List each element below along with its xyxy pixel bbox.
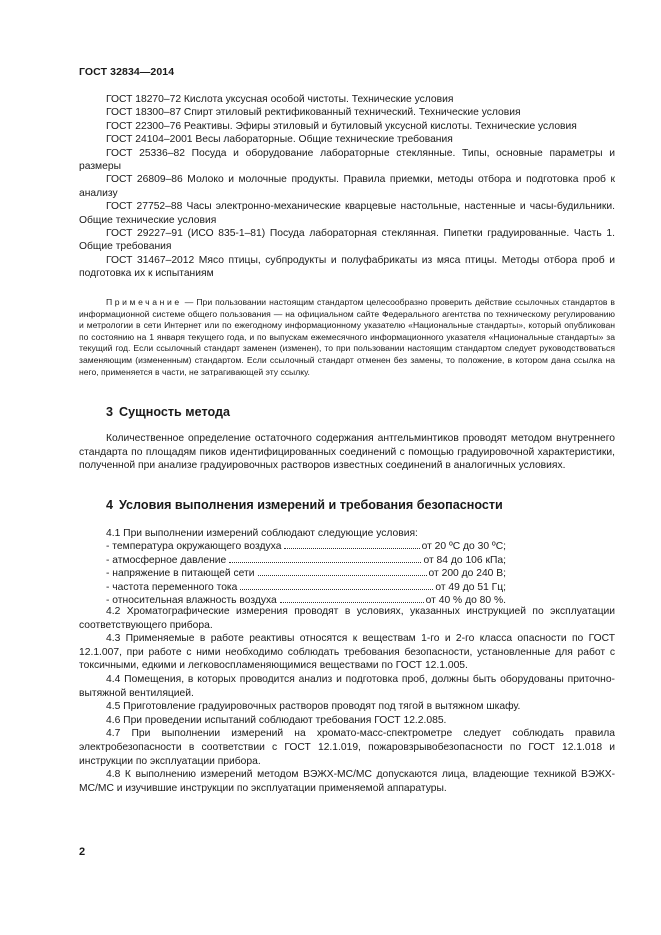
section-4-items bbox=[79, 605, 615, 795]
condition-value: от 40 % до 80 %. bbox=[425, 595, 506, 607]
condition-label: - частота переменного тока bbox=[106, 581, 238, 593]
page-number: 2 bbox=[79, 846, 86, 858]
clause-paragraph: 4.8 К выполнению измерений методом ВЭЖХ-МС/МС допускаются лица, владеющие техникой ВЭЖХ-МС/МС и изучившие инструкции по эксплуатации применяемой аппаратуры. bbox=[79, 769, 615, 794]
conditions-intro: 4.1 При выполнении измерений соблюдают следующие условия: bbox=[106, 528, 418, 539]
condition-row bbox=[106, 581, 506, 594]
reference-item: ГОСТ 18270–72 Кислота уксусная особой чистоты. Технические условия bbox=[106, 94, 454, 105]
reference-item: ГОСТ 26809–86 Молоко и молочные продукты. Правила приемки, методы отбора и подготовка проб к анализу bbox=[79, 174, 615, 199]
note-text: — При пользовании настоящим стандартом целесообразно проверить действие ссылочных стандартов в информационной системе общего пользования — на официальном сайте Федерального агентства по техническому регулированию и метрологии в сети Интернет или по ежегодному информационному указателю «Национальные стандарты», который опубликован по состоянию на 1 января текущего года, и по выпускам ежемесячного информационного указателя «Национальные стандарты» за текущий год. Если ссылочный стандарт заменен (изменен), то при пользовании настоящим стандартом следует руководствоваться заменяющим (измененным) стандартом. Если ссылочный стандарт отменен без замены, то положение, в котором дана ссылка на него, применяется в части, не затрагивающей эту ссылку. bbox=[79, 297, 615, 377]
section-4-heading bbox=[106, 498, 503, 512]
dot-leader bbox=[258, 575, 427, 576]
section-3-title: Сущность метода bbox=[119, 405, 230, 419]
clause-paragraph: 4.7 При выполнении измерений на хромато-масс-спектрометре следует соблюдать правила электробезопасности в соответствии с ГОСТ 12.1.019, пожаровзрывобезопасности по ГОСТ 12.1.018 и инструкции по эксплуатации прибора. bbox=[79, 728, 615, 767]
condition-row bbox=[106, 540, 506, 553]
condition-label: - напряжение в питающей сети bbox=[106, 568, 255, 580]
reference-item: ГОСТ 31467–2012 Мясо птицы, субпродукты и полуфабрикаты из мяса птицы. Методы отбора проб и подготовка их к испытаниям bbox=[79, 254, 615, 280]
section-4-title: Условия выполнения измерений и требования безопасности bbox=[119, 498, 503, 512]
condition-label: - температура окружающего воздуха bbox=[106, 541, 282, 553]
condition-row bbox=[106, 567, 506, 580]
section-3-body bbox=[79, 432, 615, 473]
condition-value: от 84 до 106 кПа; bbox=[423, 554, 506, 566]
note-label: Примечание bbox=[106, 297, 182, 307]
clause-paragraph: 4.4 Помещения, в которых проводится анализ и подготовка проб, должны быть оборудованы приточно-вытяжной вентиляцией. bbox=[79, 673, 615, 699]
references-note bbox=[79, 297, 615, 378]
dot-leader bbox=[284, 548, 419, 549]
condition-label: - атмосферное давление bbox=[106, 554, 227, 566]
condition-value: от 20 ºС до 30 ºС; bbox=[421, 541, 506, 553]
reference-item: ГОСТ 29227–91 (ИСО 835-1–81) Посуда лабораторная стеклянная. Пипетки градуированные. Часть 1. Общие требования bbox=[79, 228, 615, 253]
section-4-number: 4 bbox=[106, 498, 114, 512]
condition-value: от 200 до 240 В; bbox=[428, 568, 506, 580]
section-3-paragraph: Количественное определение остаточного содержания антгельминтиков проводят методом внутреннего стандарта по площадям пиков идентифицированных соединений с помощью градуировочной характеристики, полученной при анализе градуировочных растворов известных соединений в аналогичных условиях. bbox=[79, 433, 615, 472]
clause-paragraph: 4.6 При проведении испытаний соблюдают требования ГОСТ 12.2.085. bbox=[106, 714, 447, 726]
clause-paragraph: 4.2 Хроматографические измерения проводят в условиях, указанных инструкцией по эксплуатации соответствующего прибора. bbox=[79, 606, 615, 631]
reference-item: ГОСТ 25336–82 Посуда и оборудование лабораторные стеклянные. Типы, основные параметры и размеры bbox=[79, 147, 615, 173]
dot-leader bbox=[280, 602, 424, 603]
dot-leader bbox=[229, 562, 421, 563]
condition-value: от 49 до 51 Гц; bbox=[435, 581, 506, 593]
condition-row bbox=[106, 554, 506, 567]
condition-label: - относительная влажность воздуха bbox=[106, 595, 277, 607]
section-3-number: 3 bbox=[106, 405, 114, 419]
normative-references-list bbox=[79, 93, 615, 281]
reference-item: ГОСТ 27752–88 Часы электронно-механические кварцевые настольные, настенные и часы-будильники. Общие технические условия bbox=[79, 201, 615, 226]
reference-item: ГОСТ 24104–2001 Весы лабораторные. Общие технические требования bbox=[106, 134, 453, 146]
reference-item: ГОСТ 22300–76 Реактивы. Эфиры этиловый и бутиловый уксусной кислоты. Технические условия bbox=[106, 120, 577, 132]
document-header: ГОСТ 32834—2014 bbox=[79, 66, 175, 78]
measurement-conditions bbox=[79, 527, 615, 607]
clause-paragraph: 4.3 Применяемые в работе реактивы относятся к веществам 1-го и 2-го класса опасности по ГОСТ 12.1.007, при работе с ними необходимо соблюдать требования безопасности, установленные для работ с токсичными, едкими и легковоспламеняющимися веществами по ГОСТ 12.1.005. bbox=[79, 633, 615, 672]
dot-leader bbox=[240, 589, 433, 590]
clause-paragraph: 4.5 Приготовление градуировочных растворов проводят под тягой в вытяжном шкафу. bbox=[106, 701, 521, 713]
reference-item: ГОСТ 18300–87 Спирт этиловый ректификованный технический. Технические условия bbox=[106, 107, 521, 119]
section-3-heading bbox=[106, 405, 230, 419]
